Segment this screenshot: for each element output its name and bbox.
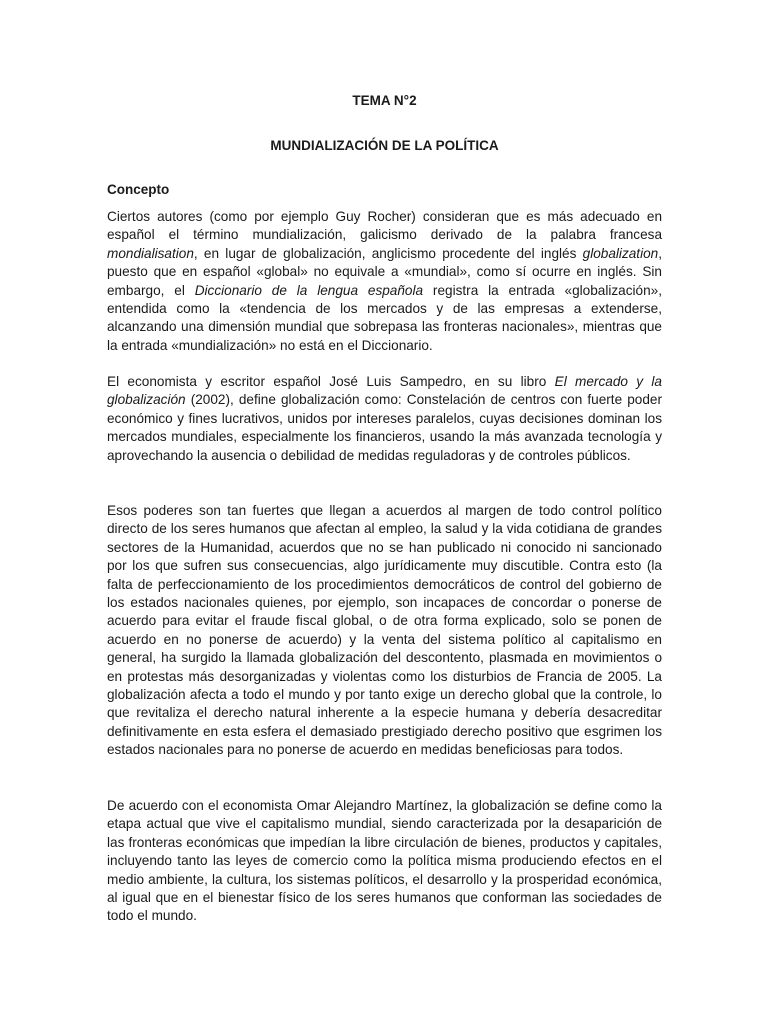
paragraph-segment: , puesto que en español «global» no equivale a «mundial», como sí ocurre en inglés. Sin embargo, el: [107, 245, 662, 298]
paragraph-segment-italic: Diccionario de la lengua española: [194, 282, 424, 298]
paragraph-segment: registra la entrada «globalización», entendida como la «tendencia de los mercados y de las empresas a extenderse, alcanzando una dimensión mundial que sobrepasa las fronteras nacionales», mientras que la entrada «mundialización» no está en el Diccionario.: [107, 282, 662, 353]
document-title: TEMA N°2: [352, 93, 417, 108]
paragraph-segment: De acuerdo con el economista Omar Alejandro Martínez, la globalización se define como la etapa actual que vive el capitalismo mundial, siendo caracterizada por la desaparición de las fronteras económicas que impedían la libre circulación de bienes, productos y capitales, incluyendo tanto las leyes de comercio como la política misma produciendo efectos en el medio ambiente, la cultura, los sistemas políticos, el desarrollo y la prosperidad económica, al igual que en el bienestar físico de los seres humanos que conforman las sociedades de todo el mundo.: [107, 798, 662, 924]
paragraph-segment: El economista y escritor español José Luis Sampedro, en su libro: [107, 374, 555, 389]
paragraph-segment-italic: mondialisation: [107, 245, 194, 261]
paragraph-3: [107, 502, 662, 760]
paragraph-segment: Esos poderes son tan fuertes que llegan a acuerdos al margen de todo control político directo de los seres humanos que afectan al empleo, la salud y la vida cotidiana de grandes sectores de la Humanidad, acuerdos que no se han publicado ni conocido ni sancionado por los que sufren sus consecuencias, algo jurídicamente muy discutible. Contra esto (la falta de perfeccionamiento de los procedimientos democráticos de control del gobierno de los estados nacionales quienes, por ejemplo, son incapaces de concordar o ponerse de acuerdo para evitar el fraude fiscal global, o de otra forma explicado, solo se ponen de acuerdo en no ponerse de acuerdo) y la venta del sistema político al capitalismo en general, ha surgido la llamada globalización del descontento, plasmada en movimientos o en protestas más desorganizadas y violentas como los disturbios de Francia de 2005. La globalización afecta a todo el mundo y por tanto exige un derecho global que la controle, lo que revitaliza el derecho natural inherente a la especie humana y debería desacreditar definitivamente en esta esfera el demasiado prestigiado derecho positivo que esgrimen los estados nacionales para no ponerse de acuerdo en medidas beneficiosas para todos.: [107, 503, 662, 758]
document-subtitle: MUNDIALIZACIÓN DE LA POLÍTICA: [270, 138, 499, 153]
paragraph-1: [107, 208, 662, 355]
paragraph-segment: Ciertos autores (como por ejemplo Guy Rocher) consideran que es más adecuado en español el término mundialización, galicismo derivado de la palabra francesa: [107, 209, 662, 243]
paragraph-segment: (2002), define globalización como: Constelación de centros con fuerte poder económico y fines lucrativos, unidos por intereses paralelos, cuyas decisiones dominan los mercados mundiales, especialmente los financieros, usando la más avanzada tecnología y aprovechando la ausencia o debilidad de medidas reguladoras y de controles públicos.: [107, 392, 662, 463]
section-heading: Concepto: [107, 182, 170, 197]
paragraph-segment-italic: globalization: [582, 245, 659, 261]
paragraph-2: [107, 373, 662, 465]
paragraph-4: [107, 797, 662, 926]
paragraph-segment: , en lugar de globalización, anglicismo procedente del inglés: [193, 245, 583, 261]
paragraph-segment-italic: El mercado y la globalización: [107, 374, 662, 408]
